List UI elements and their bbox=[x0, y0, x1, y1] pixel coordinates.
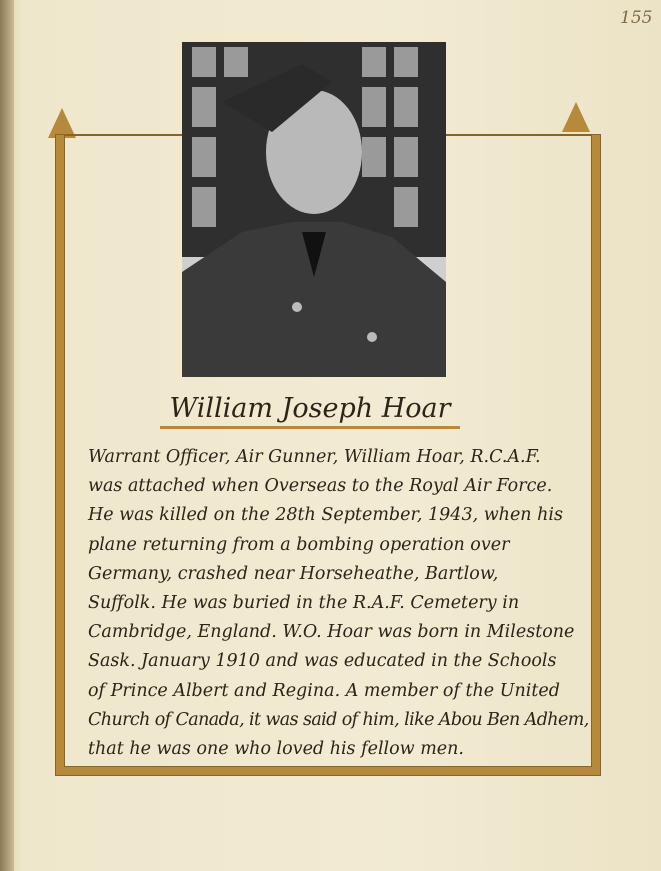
text-line: Sask. January 1910 and was educated in the Schools bbox=[88, 651, 557, 672]
portrait-image bbox=[182, 42, 446, 377]
frame-spire-left bbox=[48, 108, 76, 138]
frame-spire-right bbox=[562, 102, 590, 132]
text-line: Cambridge, England. W.O. Hoar was born in Milestone bbox=[88, 622, 575, 643]
text-line: Suffolk. He was buried in the R.A.F. Cemetery in bbox=[88, 593, 520, 614]
text-line: was attached when Overseas to the Royal Air Force. bbox=[88, 476, 553, 497]
text-line: plane returning from a bombing operation over bbox=[88, 534, 510, 555]
portrait-photo bbox=[182, 42, 446, 377]
text-line: Warrant Officer, Air Gunner, William Hoar, R.C.A.F. bbox=[88, 447, 541, 467]
text-line: Church of Canada, it was said of him, like Abou Ben Adhem, bbox=[88, 709, 589, 730]
text-line: of Prince Albert and Regina. A member of the United bbox=[88, 680, 560, 701]
memorial-text bbox=[88, 443, 589, 764]
page-binding bbox=[0, 0, 14, 871]
text-line: that he was one who loved his fellow men. bbox=[88, 739, 464, 760]
page-title: William Joseph Hoar bbox=[160, 393, 460, 429]
text-line: He was killed on the 28th September, 1943, when his bbox=[88, 505, 563, 526]
page-number: 155 bbox=[620, 8, 653, 28]
text-line: Germany, crashed near Horseheathe, Bartlow, bbox=[88, 563, 499, 584]
